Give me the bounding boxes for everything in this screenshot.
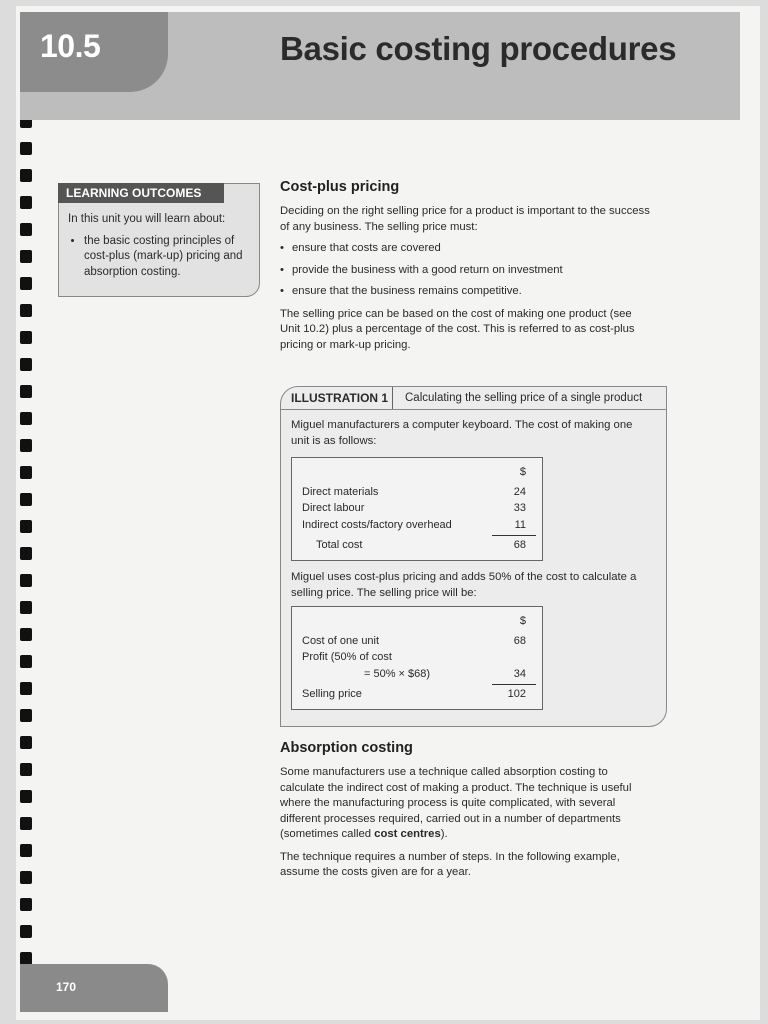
learning-outcome-item: • the basic costing principles of cost-plus (mark-up) pricing and absorption costing. (84, 234, 256, 281)
binding-hole (20, 925, 32, 938)
absorption-paragraph-2: The technique requires a number of steps. In the following example, assume the costs given are for a year. (280, 850, 620, 878)
cost-plus-intro: Deciding on the right selling price for a product is important to the success of any business. The selling price must: (280, 205, 650, 233)
learning-outcomes-intro: In this unit you will learn about: (68, 213, 226, 225)
learning-outcomes-list (68, 234, 256, 281)
binding-hole (20, 196, 32, 209)
binding-hole (20, 709, 32, 722)
currency-symbol: $ (519, 466, 526, 478)
illustration-header (281, 387, 666, 410)
cost-plus-section (280, 179, 650, 353)
binding-hole (20, 682, 32, 695)
binding-hole (20, 142, 32, 155)
cost-plus-heading: Cost-plus pricing (280, 179, 400, 195)
binding-hole (20, 763, 32, 776)
cost-plus-paragraph: The selling price can be based on the cost of making one product (see Unit 10.2) plus a percentage of the cost. This is referred to as cost-plus pricing or mark-up pricing. (280, 307, 635, 351)
absorption-heading: Absorption costing (280, 740, 413, 756)
unit-number: 10.5 (40, 28, 101, 64)
cost-plus-bullet: • provide the business with a good return on investment (280, 263, 650, 279)
page-number-tab (20, 964, 168, 1012)
binding-hole (20, 844, 32, 857)
binding-hole (20, 493, 32, 506)
binding-hole (20, 898, 32, 911)
binding-hole (20, 871, 32, 884)
keyword-cost-centres: cost centres (374, 828, 441, 840)
binding-hole (20, 466, 32, 479)
page-number: 170 (56, 980, 77, 994)
learning-outcomes-text (68, 212, 256, 280)
spiral-binding (16, 26, 36, 1016)
learning-outcomes-tab: LEARNING OUTCOMES (58, 183, 224, 203)
illustration-intro: Miguel manufacturers a computer keyboard. The cost of making one unit is as follows: (291, 419, 633, 447)
binding-hole (20, 628, 32, 641)
binding-hole (20, 601, 32, 614)
binding-hole (20, 412, 32, 425)
illustration-box (280, 386, 667, 727)
binding-hole (20, 358, 32, 371)
binding-hole (20, 439, 32, 452)
binding-hole (20, 574, 32, 587)
binding-hole (20, 817, 32, 830)
binding-hole (20, 547, 32, 560)
binding-hole (20, 655, 32, 668)
page-title: Basic costing procedures (280, 30, 677, 67)
selling-price-table: $ Cost of one unit 68 Profit (50% of cost = 50% × $68) 34 Selling price 102 (291, 606, 543, 710)
sum-rule (492, 535, 536, 536)
binding-hole (20, 790, 32, 803)
absorption-section (280, 740, 650, 881)
absorption-paragraph: Some manufacturers use a technique called absorption costing to calculate the indirect cost of making a product. The technique is useful where the manufacturing process is quite complicated, with several different processes required, carried out in a number of departments (sometimes called cost centres). (280, 766, 632, 840)
cost-plus-bullet: • ensure that the business remains competitive. (280, 284, 650, 300)
binding-hole (20, 331, 32, 344)
binding-hole (20, 520, 32, 533)
cost-plus-bullets (280, 241, 650, 300)
binding-hole (20, 223, 32, 236)
cost-table: $ Direct materials 24 Direct labour 33 Indirect costs/factory overhead 11 Total cost 68 (291, 457, 543, 561)
binding-hole (20, 304, 32, 317)
currency-symbol: $ (519, 615, 526, 627)
binding-hole (20, 277, 32, 290)
illustration-tag: ILLUSTRATION 1 (291, 387, 393, 409)
sum-rule (492, 684, 536, 685)
illustration-middle: Miguel uses cost-plus pricing and adds 50% of the cost to calculate a selling price. The selling price will be: (291, 571, 637, 599)
binding-hole (20, 385, 32, 398)
binding-hole (20, 250, 32, 263)
cost-plus-bullet: • ensure that costs are covered (280, 241, 650, 257)
binding-hole (20, 736, 32, 749)
binding-hole (20, 169, 32, 182)
illustration-caption: Calculating the selling price of a single product (405, 392, 643, 404)
